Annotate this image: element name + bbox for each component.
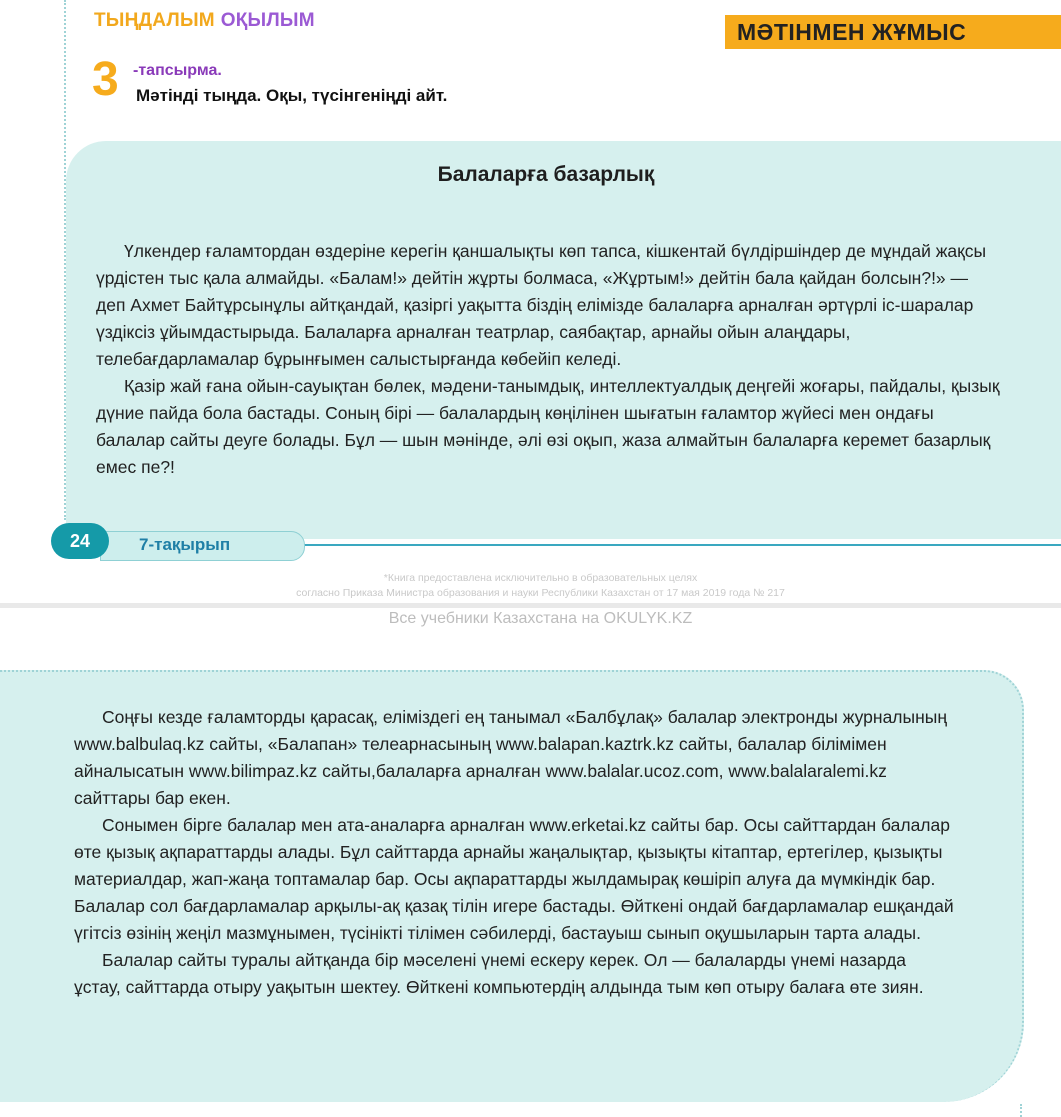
story-paragraph: Соңғы кезде ғаламторды қарасақ, еліміздегі ең танымал «Балбұлақ» балалар электронды журналының www.balbulaq.kz сайты, «Балапан» телеарнасының www.balapan.kaztrk.kz сайты, балалар білімімен айналысатын www.bilimpaz.kz сайты,балаларға арналған www.balalar.ucoz.com, www.balalaralemi.kz сайттары бар екен. <box>74 707 948 808</box>
section-header <box>94 10 315 32</box>
task-number: 3 <box>92 53 119 106</box>
story-paragraph: Сонымен бірге балалар мен ата-аналарға арналған www.erketai.kz сайты бар. Осы сайттардан балалар өте қызық ақпараттарды алады. Бұл сайттарда арнайы жаңалықтар, қызықты кітаптар, ертегілер, қызықты материалдар, жап-жаңа топтамалар бар. Осы ақпараттарды жылдамырақ көшіріп алуға да мүмкіндік бар. Балалар сол бағдарламалар арқылы-ақ қазақ тілін игере бастады. Өйткені ондай бағдарламалар ешқандай үгітсіз өзінің жеңіл мазмұнымен, түсінікті тілімен сәбилерді, бастауыш сынып оқушыларын тарта алады. <box>74 815 954 943</box>
story-paragraph: Қазір жай ғана ойын-сауықтан бөлек, мәдени-танымдық, интеллектуалдық деңгейі жоғары, пайдалы, қызық дүние пайда бола бастады. Соның бірі — балалардың көңілінен шығатын ғаламтор жүйесі мен ондағы балалар сайты деуге болады. Бұл — шын мәнінде, әлі өзі оқып, жаза алмайтын балаларға керемет базарлық емес пе?! <box>96 376 1000 477</box>
section-banner <box>725 15 1061 49</box>
copyright-note-line2: согласно Приказа Министра образования и науки Республики Казахстан от 17 мая 2019 года № 217 <box>296 587 785 599</box>
page-number-badge <box>51 523 109 559</box>
topic-tab <box>100 531 305 561</box>
page-number: 24 <box>69 531 91 551</box>
site-watermark: Все учебники Казахстана на OKULYK.KZ <box>388 610 693 627</box>
topic-label: 7-тақырып <box>139 535 231 554</box>
story-body <box>96 238 1001 481</box>
reading-text-box-continued <box>0 670 1024 1102</box>
section-word-listening: ТЫҢДАЛЫМ <box>94 10 215 31</box>
story-title: Балаларға базарлық <box>437 163 655 186</box>
task-label: -тапсырма. <box>133 62 222 79</box>
section-banner-label: МӘТІНМЕН ЖҰМЫС <box>737 19 967 45</box>
story-paragraph: Үлкендер ғаламтордан өздеріне керегін қаншалықты көп тапса, кішкентай бүлдіршіндер де мұндай жақсы үрдістен тыс қала алмайды. «Балам!» дейтін жұрты болмаса, «Жұртым!» дейтін бала қайдан болсын?!» — деп Ахмет Байтұрсынұлы айтқандай, қазіргі уақытта біздің елімізде балаларға арналған әртүрлі іс-шаралар үздіксіз ұйымдастырыда. Балаларға арналған театрлар, саябақтар, арнайы ойын алаңдары, телебағдарламалар бұрынғымен салыстырғанда көбейіп келеді. <box>96 241 987 369</box>
page-margin-line-right <box>1020 1104 1022 1117</box>
story-paragraph: Балалар сайты туралы айтқанда бір мәселені үнемі ескеру керек. Ол — балаларды үнемі назарда ұстау, сайттарда отыру уақытын шектеу. Өйткені компьютердің алдында тым көп отыру балаға өте зиян. <box>74 950 924 997</box>
section-word-reading: ОҚЫЛЫМ <box>220 10 315 31</box>
story-body-continued <box>74 704 954 1001</box>
task-instruction: Мәтінді тыңда. Оқы, түсінгеніңді айт. <box>136 86 448 105</box>
copyright-note-line1: *Книга предоставлена исключительно в образовательных целях <box>383 572 698 584</box>
reading-text-box <box>66 141 1061 539</box>
page-separator <box>0 603 1061 608</box>
textbook-page-bottom <box>0 634 1061 1117</box>
